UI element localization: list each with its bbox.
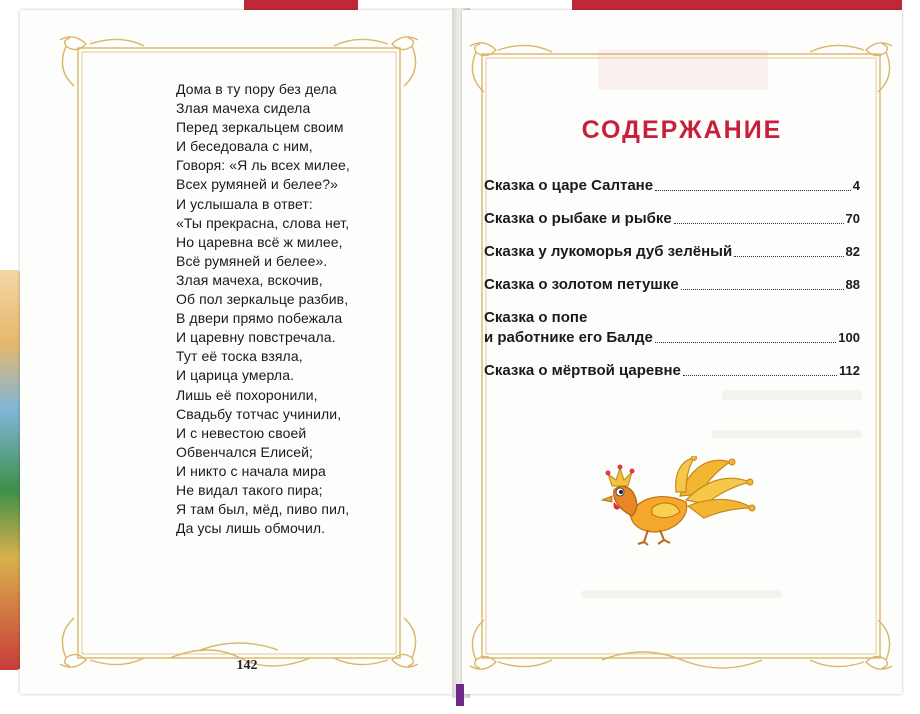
page-number: 142: [236, 658, 258, 673]
toc-entry[interactable]: [484, 361, 860, 381]
poem-line: Но царевна всё ж милее,: [176, 233, 343, 250]
poem-line: Не видал такого пира;: [176, 481, 323, 498]
poem-line: Обвенчался Елисей;: [176, 443, 314, 460]
show-through-print: [598, 50, 768, 90]
poem-line: И никто с начала мира: [176, 462, 326, 479]
bookmark-ribbon: [456, 684, 464, 706]
dot-leader: [655, 342, 836, 343]
toc-entry-page: 70: [845, 211, 860, 226]
poem-line: Злая мачеха сидела: [176, 100, 311, 117]
toc-entry-page: 4: [852, 178, 860, 193]
toc-entry-title: Сказка о золотом петушке: [484, 276, 679, 293]
toc-entry[interactable]: [484, 275, 860, 295]
toc-entry-page: 88: [845, 277, 860, 292]
poem-line: Да усы лишь обмочил.: [176, 520, 326, 537]
poem-line: И с невестою своей: [176, 424, 307, 441]
left-page: [20, 10, 458, 694]
toc-entry[interactable]: [484, 209, 860, 229]
poem-line: И царевну повстречала.: [176, 329, 336, 346]
toc-entry-page: 100: [838, 330, 860, 345]
poem-line: Всех румяней и белее?»: [176, 176, 339, 193]
show-through-print: [582, 590, 782, 598]
toc-entry-page: 82: [845, 244, 860, 259]
poem-line: Перед зеркальцем своим: [176, 119, 344, 136]
toc-entry-title: Сказка у лукоморья дуб зелёный: [484, 243, 733, 260]
toc-entry[interactable]: [484, 176, 860, 196]
poem-line: Я там был, мёд, пиво пил,: [176, 501, 350, 518]
toc-entry[interactable]: [484, 308, 860, 348]
toc-entry-title: Сказка о мёртвой царевне: [484, 362, 681, 379]
poem-line: Свадьбу тотчас учинили,: [176, 405, 342, 422]
dot-leader: [674, 223, 844, 224]
poem-line: И беседовала с ним,: [176, 138, 313, 155]
poem-text: [176, 80, 350, 538]
dot-leader: [681, 289, 844, 290]
poem-line: Об пол зеркальце разбив,: [176, 291, 349, 308]
toc-entry-page: 112: [839, 363, 860, 378]
toc-entry-title: Сказка о царе Салтане: [484, 177, 654, 194]
toc-entry-title-continued: и работнике его Балде: [484, 329, 653, 346]
poem-line: И услышала в ответ:: [176, 195, 313, 212]
show-through-print: [712, 430, 862, 438]
poem-line: В двери прямо побежала: [176, 310, 343, 327]
poem-line: Злая мачеха, вскочив,: [176, 271, 323, 288]
table-of-contents: [484, 176, 860, 394]
dot-leader: [655, 190, 851, 191]
poem-line: И царица умерла.: [176, 367, 295, 384]
contents-heading: СОДЕРЖАНИЕ: [581, 116, 783, 144]
poem-line: Тут её тоска взяла,: [176, 348, 303, 365]
poem-line: Всё румяней и белее».: [176, 252, 328, 269]
dot-leader: [683, 375, 837, 376]
poem-line: «Ты прекрасна, слова нет,: [176, 214, 350, 231]
poem-line: Лишь её похоронили,: [176, 386, 318, 403]
book-cover-edge: [0, 270, 22, 670]
golden-cockerel-icon: [590, 456, 760, 546]
toc-entry[interactable]: [484, 242, 860, 262]
toc-entry-title: Сказка о рыбаке и рыбке: [484, 210, 672, 227]
poem-line: Дома в ту пору без дела: [176, 81, 337, 97]
poem-line: Говоря: «Я ль всех милее,: [176, 157, 350, 174]
toc-entry-title: Сказка о попе: [484, 309, 588, 326]
dot-leader: [734, 256, 843, 257]
